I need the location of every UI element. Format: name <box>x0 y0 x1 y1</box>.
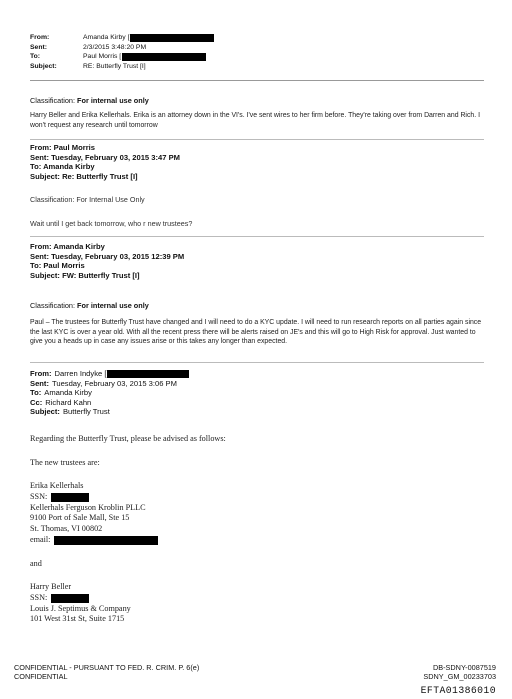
subject-value: Butterfly Trust <box>62 407 110 417</box>
classification-label: Classification: <box>30 301 76 310</box>
trustees-intro: The new trustees are: <box>30 458 100 467</box>
ssn-line <box>30 492 158 503</box>
sent-label: Sent: <box>30 43 47 51</box>
header-from-row <box>30 33 214 43</box>
to-value: Amanda Kirby <box>44 388 92 398</box>
message-divider <box>30 236 484 237</box>
message-body: Paul – The trustees for Butterfly Trust have changed and I will need to do a KYC update. I will need to run research reports on all parties again since the last KYC is over a year old. With all the recent press there will be alerts raised on JE's and this will go to High Risk for approval. Just wanted to give you a heads up in case any issues arise or this takes any longer than expected. <box>30 319 482 346</box>
footer-left <box>14 663 199 682</box>
to-value: Paul Morris [ <box>83 53 122 61</box>
sent-value: Tuesday, February 03, 2015 3:06 PM <box>51 378 177 388</box>
to-label: To: <box>30 53 41 61</box>
cc-line <box>30 398 189 408</box>
from-line: From: Amanda Kirby <box>30 242 105 251</box>
classification-line <box>30 301 149 310</box>
message-body: Harry Beller and Erika Kellerhals. Erika is an attorney down in the VI's. I've sent wires to her firm before. They're taking over from Darren and Rich. I won't request any research until tomorrow <box>30 112 480 129</box>
and-line: and <box>30 559 42 568</box>
from-value: Darren Indyke [ <box>54 369 107 378</box>
to-label: To: <box>30 388 42 398</box>
subject-line: Subject: FW: Butterfly Trust [I] <box>30 270 140 280</box>
ssn-label: SSN: <box>30 491 48 501</box>
redaction-bar <box>51 594 89 603</box>
cc-label: Cc: <box>30 397 43 407</box>
subject-value: RE: Butterfly Trust [I] <box>83 62 146 70</box>
message-header <box>30 143 180 181</box>
sent-line: Sent: Tuesday, February 03, 2015 12:39 PM <box>30 251 185 261</box>
from-value: Amanda Kirby [ <box>83 34 130 41</box>
header-subject-row <box>30 62 214 72</box>
sent-value: 2/3/2015 3:48:20 PM <box>83 43 147 51</box>
trustee-address-1: 9100 Port of Sale Mall, Ste 15 <box>30 513 130 523</box>
subject-line: Subject: Re: Butterfly Trust [I] <box>30 171 138 181</box>
sent-line: Sent: Tuesday, February 03, 2015 3:47 PM <box>30 152 180 162</box>
classification-value: For internal use only <box>77 301 149 310</box>
trustee-firm: Louis J. Septimus & Company <box>30 603 131 613</box>
redaction-bar <box>130 34 214 42</box>
message-header <box>30 369 189 417</box>
trustee-name: Harry Beller <box>30 582 72 591</box>
intro-line: Regarding the Butterfly Trust, please be advised as follows: <box>30 434 226 443</box>
classification-line <box>30 96 149 105</box>
redaction-bar <box>122 53 206 61</box>
message-body: Wait until I get back tomorrow, who r new trustees? <box>30 219 193 228</box>
message-header <box>30 242 184 280</box>
subject-label: Subject: <box>30 62 57 70</box>
trustee-firm: Kellerhals Ferguson Kroblin PLLC <box>30 502 146 512</box>
bates-number-db: DB-SDNY-0087519 <box>432 663 496 672</box>
header-sent-row <box>30 43 214 53</box>
footer-right <box>423 663 496 682</box>
ssn-line <box>30 593 131 604</box>
header-to-row <box>30 52 214 62</box>
redaction-bar <box>51 493 89 502</box>
cc-value: Richard Kahn <box>45 397 92 407</box>
header-divider <box>30 80 484 81</box>
from-label: From: <box>30 34 50 41</box>
efta-number: EFTA01386010 <box>420 685 496 696</box>
ssn-label: SSN: <box>30 592 48 602</box>
redaction-bar <box>107 370 189 378</box>
confidential-label: CONFIDENTIAL <box>14 672 68 682</box>
from-label: From: <box>30 369 52 378</box>
to-line <box>30 388 189 398</box>
email-line <box>30 535 158 546</box>
subject-label: Subject: <box>30 407 60 417</box>
classification-value: For internal use only <box>77 96 149 105</box>
trustee-address-1: 101 West 31st St, Suite 1715 <box>30 614 125 624</box>
trustee-block <box>30 481 158 546</box>
classification-line: Classification: For Internal Use Only <box>30 195 145 204</box>
bates-number-sdny: SDNY_GM_00233703 <box>423 672 496 682</box>
trustee-block <box>30 582 131 625</box>
sent-line <box>30 379 189 389</box>
message-divider <box>30 362 484 363</box>
confidential-notice: CONFIDENTIAL - PURSUANT TO FED. R. CRIM. P. 6(e) <box>14 663 200 672</box>
redaction-bar <box>54 536 158 545</box>
from-line: From: Paul Morris <box>30 143 95 152</box>
to-line: To: Amanda Kirby <box>30 162 95 172</box>
trustee-address-2: St. Thomas, VI 00802 <box>30 524 103 534</box>
email-label: email: <box>30 534 51 544</box>
classification-label: Classification: <box>30 96 76 105</box>
to-line: To: Paul Morris <box>30 261 85 271</box>
message-divider <box>30 139 484 140</box>
trustee-name: Erika Kellerhals <box>30 481 84 490</box>
subject-line <box>30 407 189 417</box>
sent-label: Sent: <box>30 378 49 388</box>
email-header <box>30 33 214 71</box>
from-line <box>30 369 189 379</box>
